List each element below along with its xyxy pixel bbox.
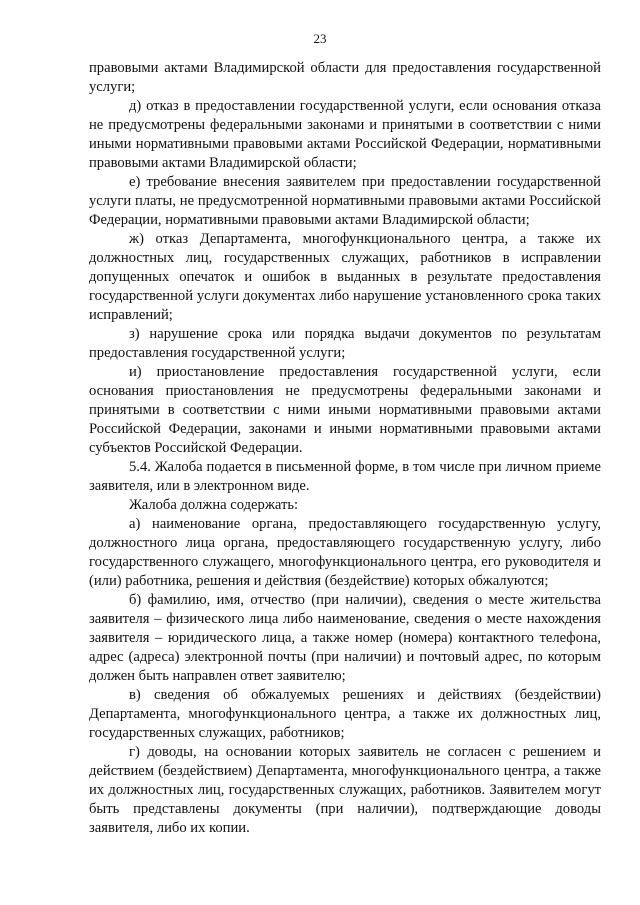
page-number: 23 [313,31,327,46]
paragraph-item-z: з) нарушение срока или порядка выдачи документов по результатам предоставления государственной услуги; [89,326,601,361]
paragraph-item-d: д) отказ в предоставлении государственной услуги, если основания отказа не предусмотрены федеральными законами и принятыми в соответствии с ними иными нормативными правовыми актами Российской Федерации, нормативными правовыми актами Владимирской области; [89,98,601,171]
paragraph-item-zh: ж) отказ Департамента, многофункционального центра, а также их должностных лиц, государственных служащих, работников в исправлении допущенных опечаток и ошибок в выданных в результате предоставления государственной услуги документах либо нарушение установленного срока таких исправлений; [89,231,601,323]
paragraph-continuation: правовыми актами Владимирской области для предоставления государственной услуги; [89,60,601,95]
paragraph-item-a: а) наименование органа, предоставляющего государственную услугу, должностного лица органа, предоставляющего государственную услугу, либо государственного служащего, многофункционального центра, его руководителя и (или) работника, решения и действия (бездействие) которых обжалуются; [89,516,601,589]
paragraph-complaint-contents-intro: Жалоба должна содержать: [129,497,299,513]
document-body [89,59,601,838]
paragraph-item-b: б) фамилию, имя, отчество (при наличии), сведения о месте жительства заявителя – физического лица либо наименование, сведения о месте нахождения заявителя – юридического лица, а также номер (номера) контактного телефона, адрес (адреса) электронной почты (при наличии) и почтовый адрес, по которым должен быть направлен ответ заявителю; [89,592,601,684]
paragraph-item-i: и) приостановление предоставления государственной услуги, если основания приостановления не предусмотрены федеральными законами и принятыми в соответствии с ними иными нормативными правовыми актами Российской Федерации, законами и иными нормативными правовыми актами субъектов Российской Федерации. [89,364,601,456]
paragraph-item-g: г) доводы, на основании которых заявитель не согласен с решением и действием (бездействием) Департамента, многофункционального центра, а также их должностных лиц, государственных служащих, работников. Заявителем могут быть представлены документы (при наличии), подтверждающие доводы заявителя, либо их копии. [89,744,601,836]
paragraph-section-5-4: 5.4. Жалоба подается в письменной форме, в том числе при личном приеме заявителя, или в электронном виде. [89,459,601,494]
paragraph-item-e: е) требование внесения заявителем при предоставлении государственной услуги платы, не предусмотренной нормативными правовыми актами Российской Федерации, нормативными правовыми актами Владимирской области; [89,174,601,228]
paragraph-item-v: в) сведения об обжалуемых решениях и действиях (бездействии) Департамента, многофункционального центра, а также их должностных лиц, государственных служащих, работников; [89,687,601,741]
